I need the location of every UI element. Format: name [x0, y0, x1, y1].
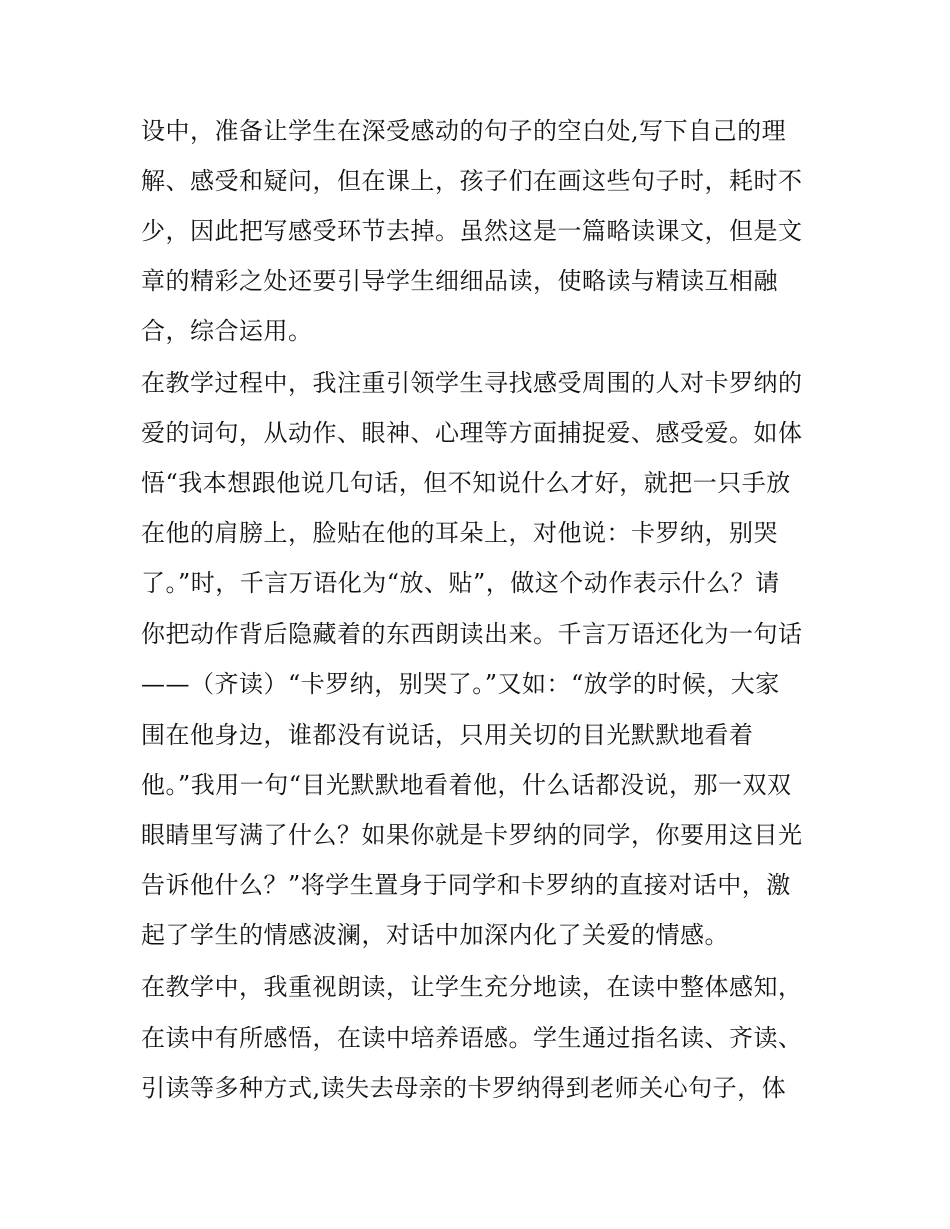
text-line: 围在他身边，谁都没有说话，只用关切的目光默默地看着 — [141, 721, 754, 749]
text-line: 设中，准备让学生在深受感动的句子的空白处,写下自己的理 — [141, 117, 787, 145]
text-line: 少，因此把写感受环节去掉。虽然这是一篇略读课文，但是文 — [141, 217, 803, 245]
text-line: 你把动作背后隐藏着的东西朗读出来。千言万语还化为一句话 — [141, 620, 803, 648]
text-line: 他。”我用一句“目光默默地看着他，什么话都没说，那一双双 — [141, 771, 792, 799]
text-line: 眼睛里写满了什么？如果你就是卡罗纳的同学，你要用这目光 — [141, 821, 803, 849]
text-line: 引读等多种方式,读失去母亲的卡罗纳得到老师关心句子，体 — [141, 1074, 787, 1102]
text-line: 在读中有所感悟，在读中培养语感。学生通过指名读、齐读、 — [141, 1024, 803, 1052]
text-line: 解、感受和疑问，但在课上，孩子们在画这些句子时，耗时不 — [141, 167, 803, 195]
text-line: 在教学中，我重视朗读，让学生充分地读，在读中整体感知， — [141, 973, 803, 1001]
text-line: 在他的肩膀上，脸贴在他的耳朵上，对他说：卡罗纳，别哭 — [141, 519, 778, 547]
text-line: 章的精彩之处还要引导学生细细品读，使略读与精读互相融 — [141, 267, 778, 295]
text-line: 告诉他什么？”将学生置身于同学和卡罗纳的直接对话中，激 — [141, 871, 791, 899]
text-line: 爱的词句，从动作、眼神、心理等方面捕捉爱、感受爱。如体 — [141, 419, 803, 447]
text-line: 了。”时，千言万语化为“放、贴”，做这个动作表示什么？请 — [141, 569, 780, 597]
text-line: 起了学生的情感波澜，对话中加深内化了关爱的情感。 — [141, 921, 729, 949]
text-line: 悟“我本想跟他说几句话，但不知说什么才好，就把一只手放 — [141, 469, 791, 497]
text-line: 合，综合运用。 — [141, 317, 313, 345]
text-line: 在教学过程中，我注重引领学生寻找感受周围的人对卡罗纳的 — [141, 369, 803, 397]
text-line: ——（齐读）“卡罗纳，别哭了。”又如：“放学的时候，大家 — [141, 670, 780, 698]
